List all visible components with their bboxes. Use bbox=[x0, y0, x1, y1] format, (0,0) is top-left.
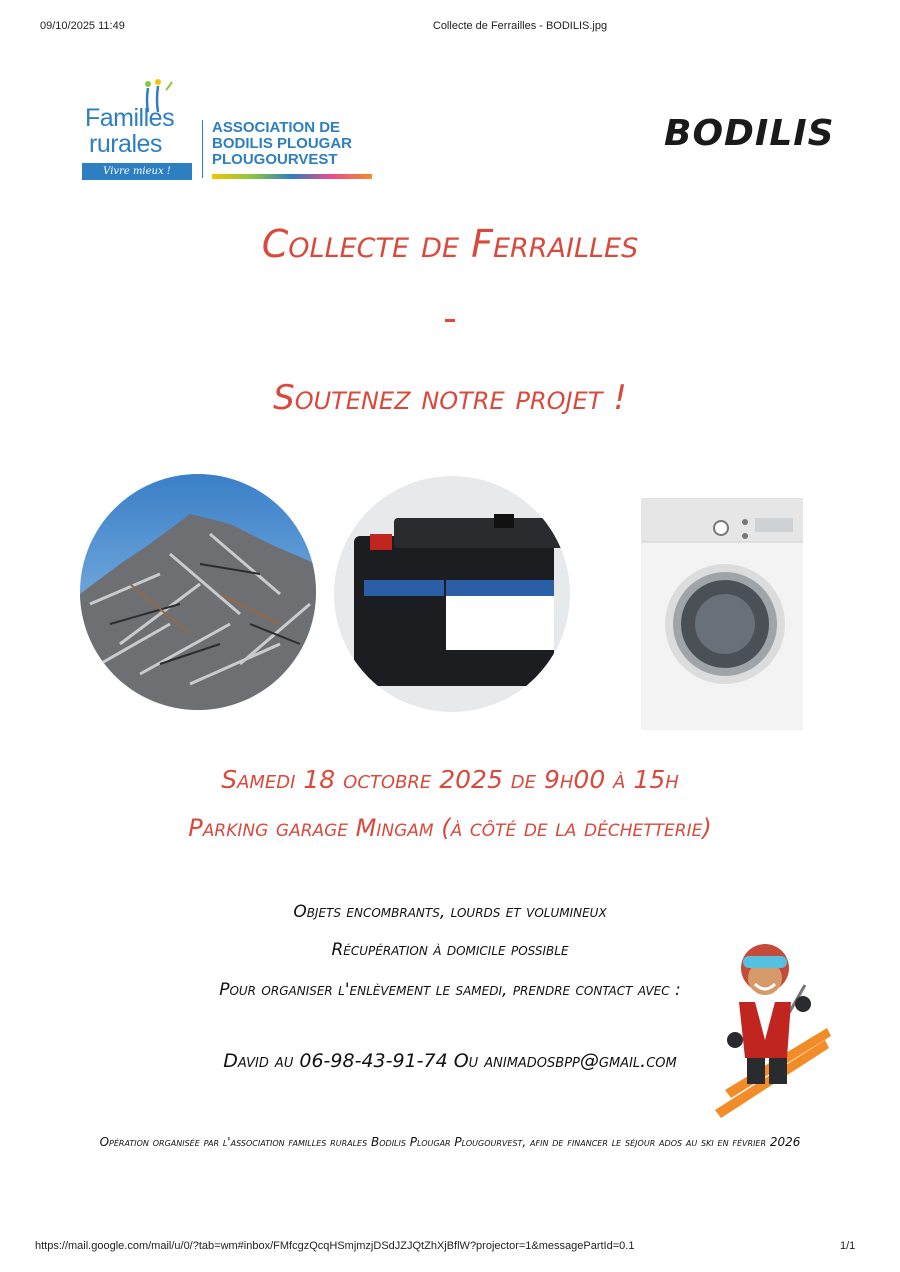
logo-divider bbox=[202, 120, 203, 178]
page-subtitle: Soutenez notre projet ! bbox=[273, 378, 627, 418]
brand-name-line2: rurales bbox=[89, 130, 162, 158]
association-name bbox=[212, 120, 352, 168]
skier-illustration bbox=[705, 940, 835, 1130]
brand-tagline: Vivre mieux ! bbox=[82, 163, 192, 180]
items-description: Objets encombrants, lourds et volumineux bbox=[293, 902, 607, 922]
home-pickup-note: Récupération à domicile possible bbox=[331, 940, 569, 960]
event-date: Samedi 18 octobre 2025 de 9h00 à 15h bbox=[221, 765, 679, 794]
page-title: Collecte de Ferrailles bbox=[261, 222, 639, 266]
association-line3: PLOUGOURVEST bbox=[212, 151, 338, 168]
print-page-count: 1/1 bbox=[840, 1240, 856, 1252]
car-battery-photo bbox=[334, 476, 570, 712]
association-line1: ASSOCIATION DE bbox=[212, 119, 341, 136]
logo-color-bar bbox=[212, 174, 372, 179]
washing-machine-photo bbox=[641, 498, 803, 730]
print-url: https://mail.google.com/mail/u/0/?tab=wm#inbox/FMfcgzQcqHSmjmzjDSdJZJQtZhXjBflW?projector=1&messagePartId=0.1 bbox=[35, 1240, 635, 1252]
contact-info: David au 06-98-43-91-74 Ou animadosbpp@gmail.com bbox=[223, 1050, 677, 1072]
organizer-note: Opération organisée par l'association familles rurales Bodilis Plougar Plougourvest, afin de financer le séjour ados au ski en février 2026 bbox=[99, 1135, 801, 1149]
title-separator: - bbox=[443, 296, 457, 340]
scrap-metal-photo bbox=[80, 474, 316, 710]
print-timestamp: 09/10/2025 11:49 bbox=[40, 20, 125, 32]
brand-name-line1: Familles bbox=[85, 104, 175, 132]
familles-rurales-logo bbox=[82, 78, 374, 184]
association-line2: BODILIS PLOUGAR bbox=[212, 135, 353, 152]
print-file-title: Collecte de Ferrailles - BODILIS.jpg bbox=[432, 20, 608, 32]
event-location: Parking garage Mingam (à côté de la déchetterie) bbox=[188, 814, 712, 842]
contact-instructions: Pour organiser l'enlèvement le samedi, prendre contact avec : bbox=[219, 980, 681, 1000]
town-name: BODILIS bbox=[664, 113, 835, 154]
